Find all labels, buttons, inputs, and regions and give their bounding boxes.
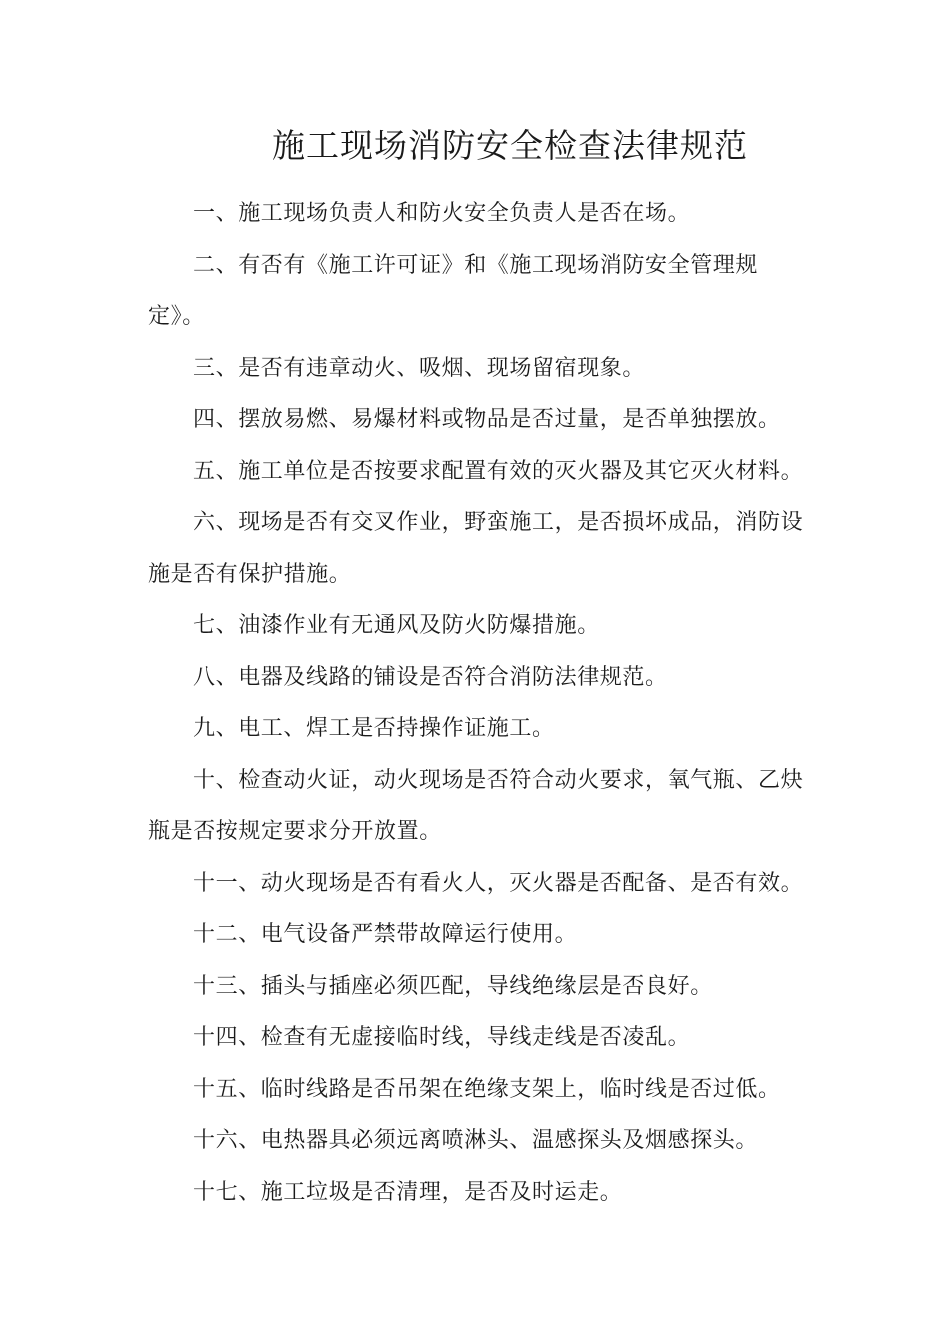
document-title: 施工现场消防安全检查法律规范 <box>272 126 748 165</box>
list-item: 十五、临时线路是否吊架在绝缘支架上，临时线是否过低。 <box>193 1076 781 1102</box>
list-item: 二、有否有《施工许可证》和《施工现场消防安全管理规定》。 <box>148 252 759 329</box>
list-item: 十三、插头与插座必须匹配，导线绝缘层是否良好。 <box>193 973 713 999</box>
list-item: 一、施工现场负责人和防火安全负责人是否在场。 <box>193 201 691 226</box>
document-body <box>148 188 808 1218</box>
list-item: 三、是否有违章动火、吸烟、现场留宿现象。 <box>193 355 646 381</box>
list-item: 十六、电热器具必须远离喷淋头、温感探头及烟感探头。 <box>193 1128 759 1153</box>
list-item: 十四、检查有无虚接临时线，导线走线是否凌乱。 <box>193 1025 691 1050</box>
list-item: 十一、动火现场是否有看火人，灭火器是否配备、是否有效。 <box>193 870 804 896</box>
list-item: 六、现场是否有交叉作业，野蛮施工，是否损坏成品，消防设施是否有保护措施。 <box>148 510 804 587</box>
list-item: 七、油漆作业有无通风及防火防爆措施。 <box>193 613 600 638</box>
list-item: 四、摆放易燃、易爆材料或物品是否过量，是否单独摆放。 <box>193 407 781 432</box>
list-item: 五、施工单位是否按要求配置有效的灭火器及其它灭火材料。 <box>193 458 804 484</box>
list-item: 八、电器及线路的铺设是否符合消防法律规范。 <box>193 664 668 690</box>
list-item: 十二、电气设备严禁带故障运行使用。 <box>193 922 578 947</box>
list-item: 十七、施工垃圾是否清理，是否及时运走。 <box>193 1179 623 1205</box>
list-item: 九、电工、焊工是否持操作证施工。 <box>193 716 555 741</box>
list-item: 十、检查动火证，动火现场是否符合动火要求，氧气瓶、乙炔瓶是否按规定要求分开放置。 <box>148 767 804 844</box>
